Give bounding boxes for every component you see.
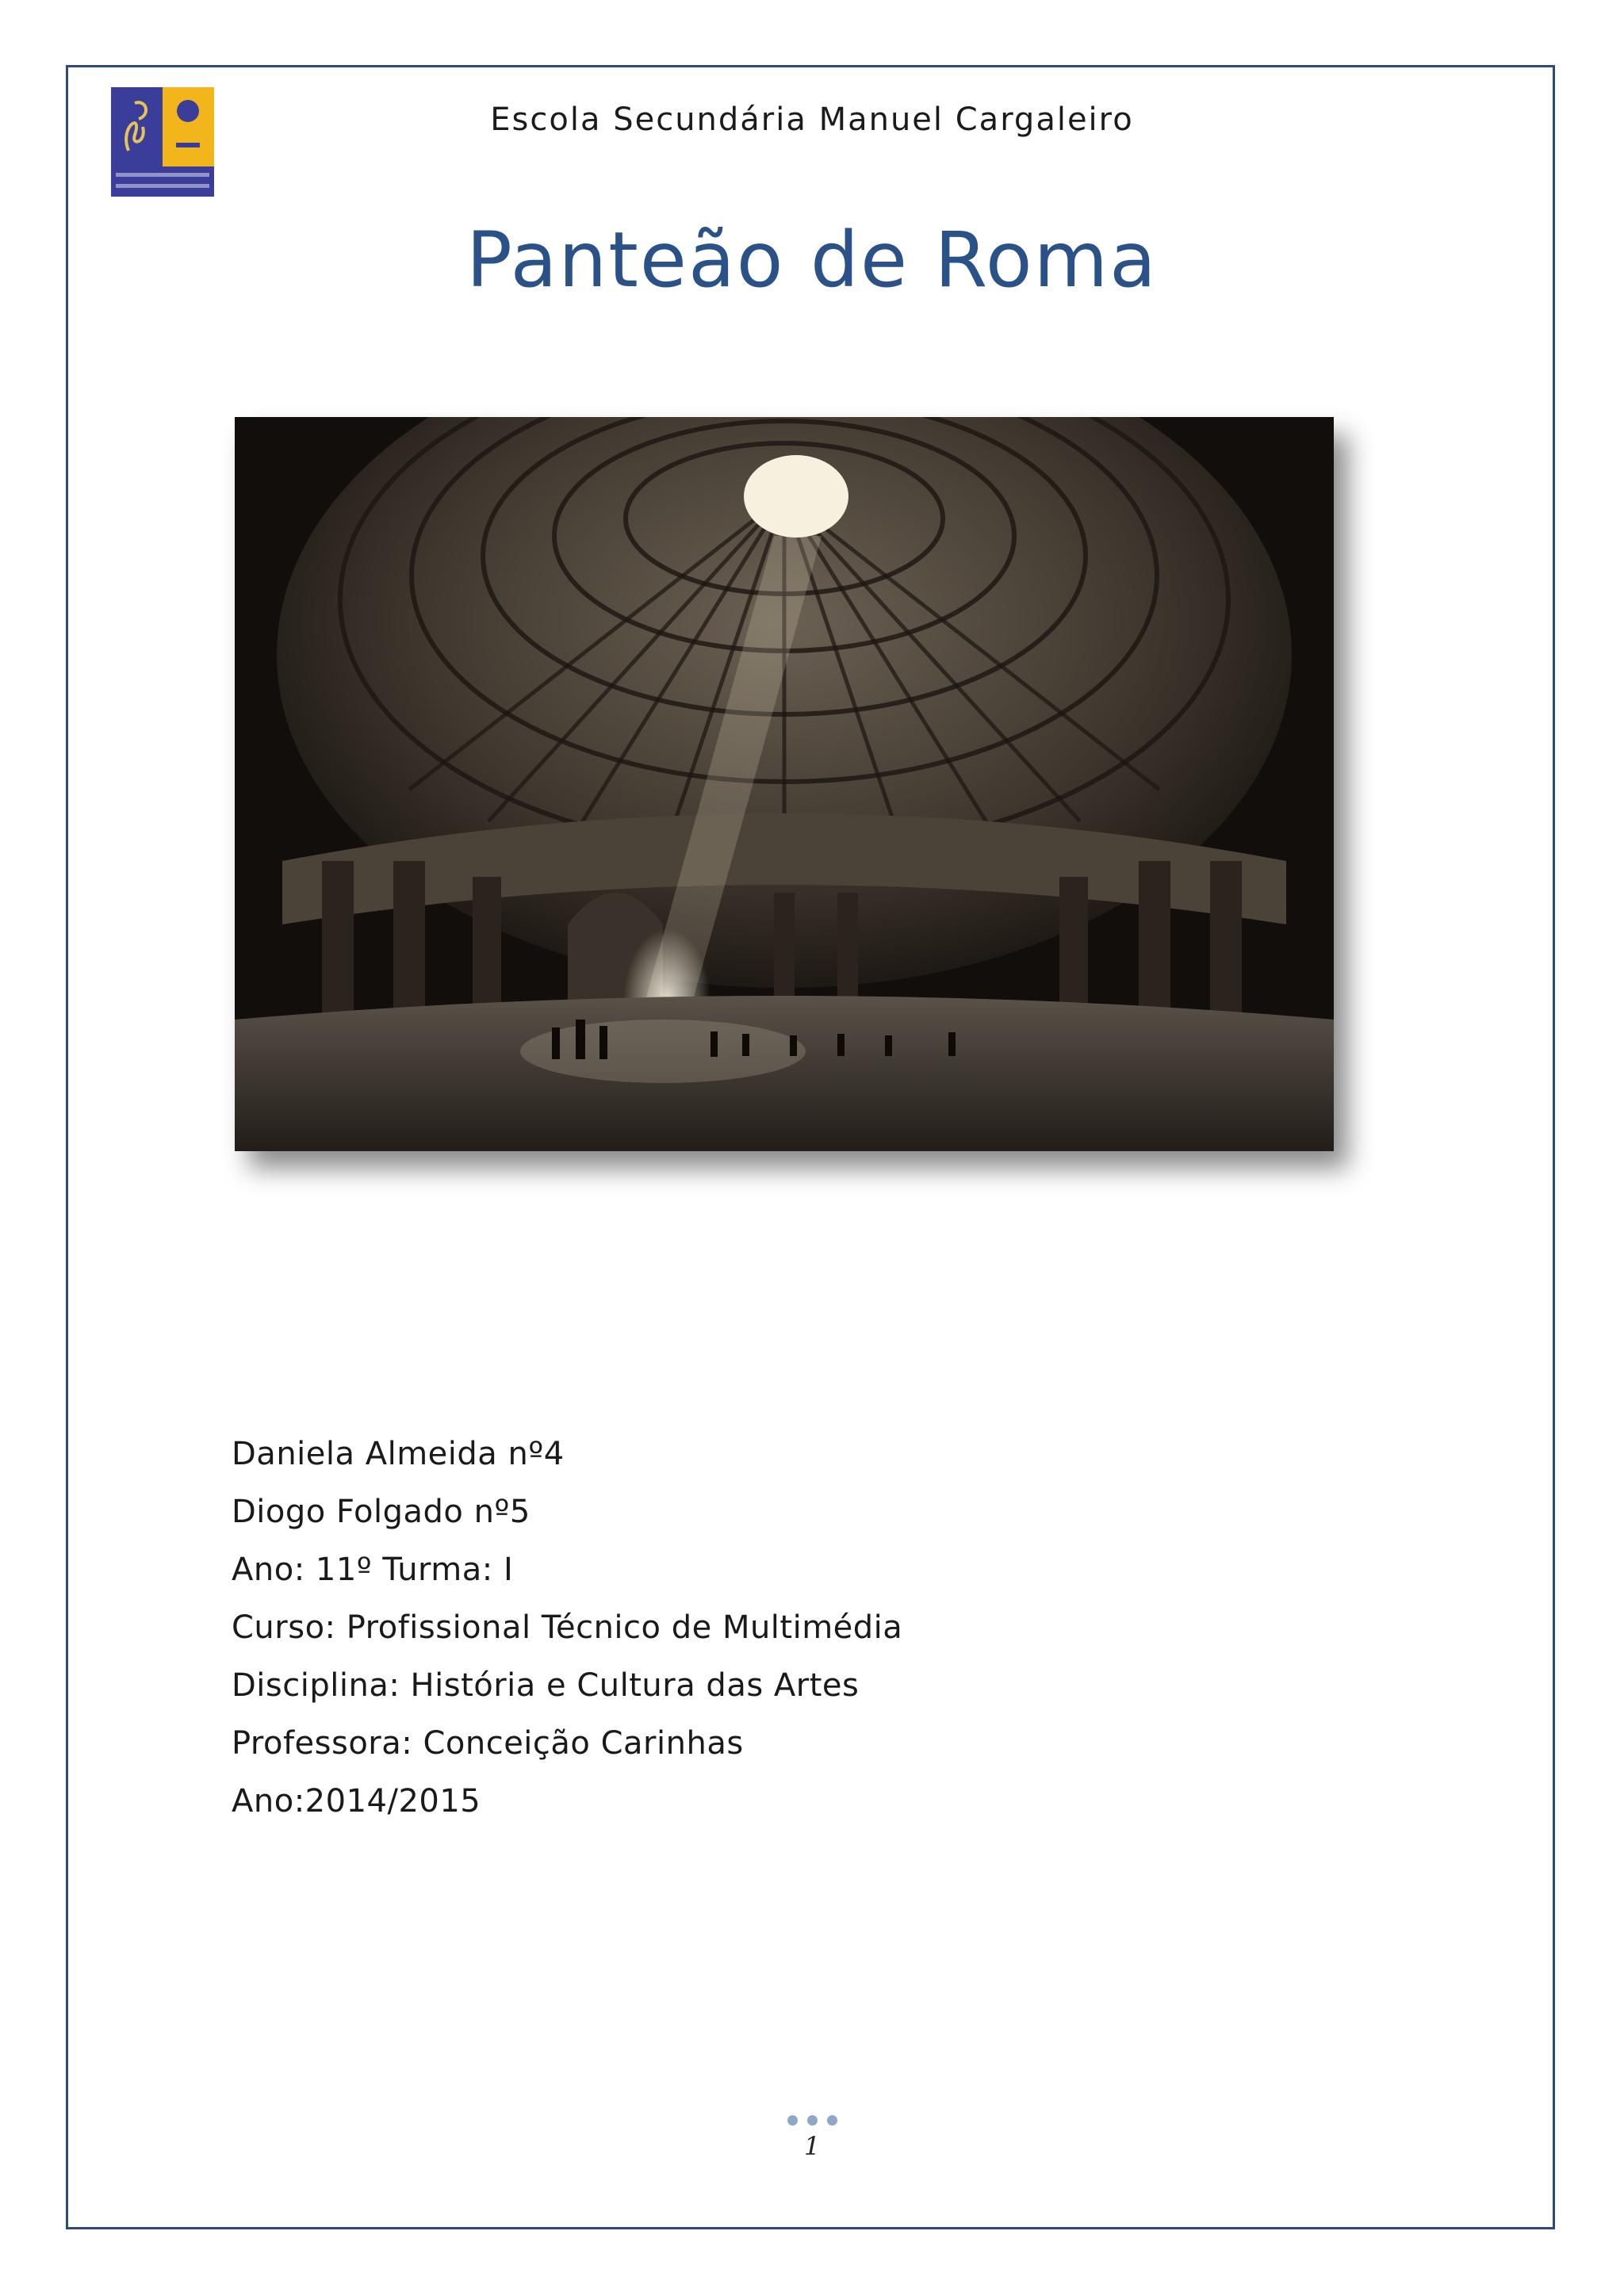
document-title: Panteão de Roma xyxy=(465,216,1158,304)
school-year: Ano:2014/2015 xyxy=(232,1783,481,1820)
student-1: Daniela Almeida nº4 xyxy=(232,1436,565,1472)
teacher: Professora: Conceição Carinhas xyxy=(232,1725,744,1762)
school-name: Escola Secundária Manuel Cargaleiro xyxy=(490,101,1134,138)
page-number: 1 xyxy=(803,2131,821,2161)
student-2: Diogo Folgado nº5 xyxy=(232,1494,530,1530)
year-class: Ano: 11º Turma: I xyxy=(232,1552,514,1588)
subject: Disciplina: História e Cultura das Artes xyxy=(232,1667,860,1704)
pantheon-interior-image xyxy=(235,417,1334,1151)
course: Curso: Profissional Técnico de Multimédia xyxy=(232,1609,903,1646)
cover-info xyxy=(232,1425,902,1831)
page-dots-icon xyxy=(0,2114,1624,2129)
